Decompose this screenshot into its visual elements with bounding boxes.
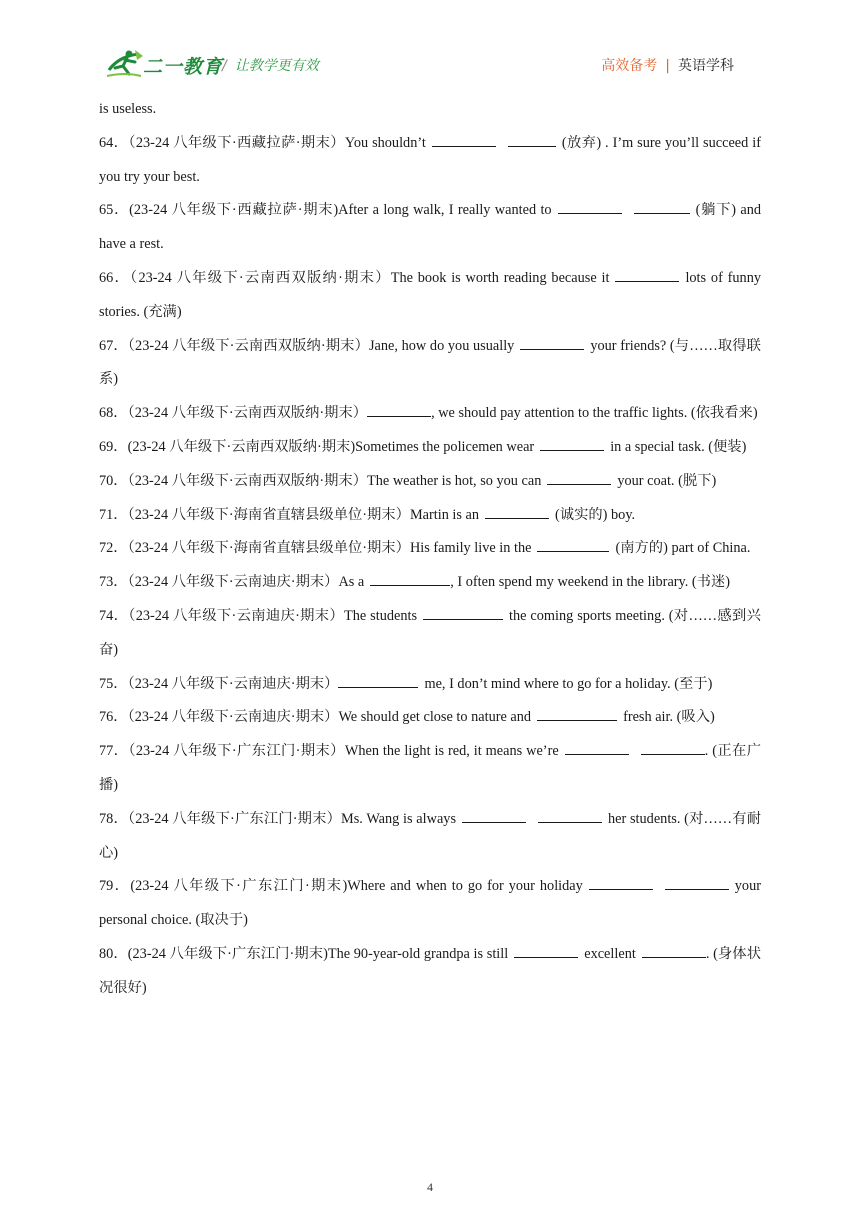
question-75: 75．（23-24 八年级下·云南迪庆·期末） me, I don’t mind where to go for a holiday. (至于)	[99, 668, 761, 702]
question-79: 79．(23-24 八年级下·广东江门·期末)Where and when to go for your holiday your personal choice. (取决于)	[99, 870, 761, 938]
answer-blank[interactable]	[537, 536, 609, 552]
question-80: 80．(23-24 八年级下·广东江门·期末)The 90-year-old grandpa is still excellent . (身体状况很好)	[99, 938, 761, 1006]
answer-blank[interactable]	[538, 807, 602, 823]
answer-blank[interactable]	[642, 942, 706, 958]
question-73: 73．（23-24 八年级下·云南迪庆·期末）As a , I often spend my weekend in the library. (书迷)	[99, 566, 761, 600]
question-74: 74．（23-24 八年级下·云南迪庆·期末）The students the coming sports meeting. (对……感到兴奋)	[99, 600, 761, 668]
answer-blank[interactable]	[485, 503, 549, 519]
answer-blank[interactable]	[462, 807, 526, 823]
question-67: 67．（23-24 八年级下·云南西双版纳·期末）Jane, how do you usually your friends? (与……取得联系)	[99, 330, 761, 398]
answer-blank[interactable]	[367, 401, 431, 417]
question-72: 72．（23-24 八年级下·海南省直辖县级单位·期末）His family live in the (南方的) part of China.	[99, 532, 761, 566]
answer-blank[interactable]	[547, 469, 611, 485]
answer-blank[interactable]	[589, 874, 653, 890]
answer-blank[interactable]	[634, 198, 690, 214]
header-slogan: / 让教学更有效	[222, 58, 319, 74]
answer-blank[interactable]	[520, 334, 584, 350]
page-header	[0, 0, 860, 90]
question-63-tail: is useless.	[99, 101, 157, 117]
question-78: 78．（23-24 八年级下·广东江门·期末）Ms. Wang is always her students. (对……有耐心)	[99, 803, 761, 871]
header-label-subject: 英语学科	[678, 58, 734, 74]
answer-blank[interactable]	[423, 604, 503, 620]
question-64: 64．（23-24 八年级下·西藏拉萨·期末）You shouldn’t (放弃) . I’m sure you’ll succeed if you try your best.	[99, 127, 761, 195]
answer-blank[interactable]	[508, 131, 556, 147]
answer-blank[interactable]	[665, 874, 729, 890]
question-65: 65．(23-24 八年级下·西藏拉萨·期末)After a long walk, I really wanted to (躺下) and have a rest.	[99, 194, 761, 262]
question-77: 77．（23-24 八年级下·广东江门·期末）When the light is red, it means we’re . (正在广播)	[99, 735, 761, 803]
header-label-exam: 高效备考	[601, 58, 658, 74]
question-66: 66．（23-24 八年级下·云南西双版纳·期末）The book is worth reading because it lots of funny stories. (充满)	[99, 262, 761, 330]
question-71: 71．（23-24 八年级下·海南省直辖县级单位·期末）Martin is an (诚实的) boy.	[99, 499, 761, 533]
answer-blank[interactable]	[615, 266, 679, 282]
answer-blank[interactable]	[558, 198, 622, 214]
answer-blank[interactable]	[370, 570, 450, 586]
question-69: 69．(23-24 八年级下·云南西双版纳·期末)Sometimes the policemen wear in a special task. (便装)	[99, 431, 761, 465]
page-number: 4	[427, 1180, 433, 1194]
question-list	[99, 93, 761, 1006]
slogan-text: 让教学更有效	[234, 58, 319, 74]
answer-blank[interactable]	[338, 672, 418, 688]
answer-blank[interactable]	[514, 942, 578, 958]
answer-blank[interactable]	[565, 739, 629, 755]
answer-blank[interactable]	[432, 131, 496, 147]
question-68: 68．（23-24 八年级下·云南西双版纳·期末） , we should pay attention to the traffic lights. (依我看来)	[99, 397, 761, 431]
question-70: 70．（23-24 八年级下·云南西双版纳·期末）The weather is hot, so you can your coat. (脱下)	[99, 465, 761, 499]
logo-text: 二一教育	[143, 57, 224, 78]
header-subject: 高效备考 | 英语学科	[601, 58, 734, 74]
question-76: 76．（23-24 八年级下·云南迪庆·期末）We should get close to nature and fresh air. (吸入)	[99, 701, 761, 735]
answer-blank[interactable]	[641, 739, 705, 755]
answer-blank[interactable]	[540, 435, 604, 451]
answer-blank[interactable]	[537, 705, 617, 721]
